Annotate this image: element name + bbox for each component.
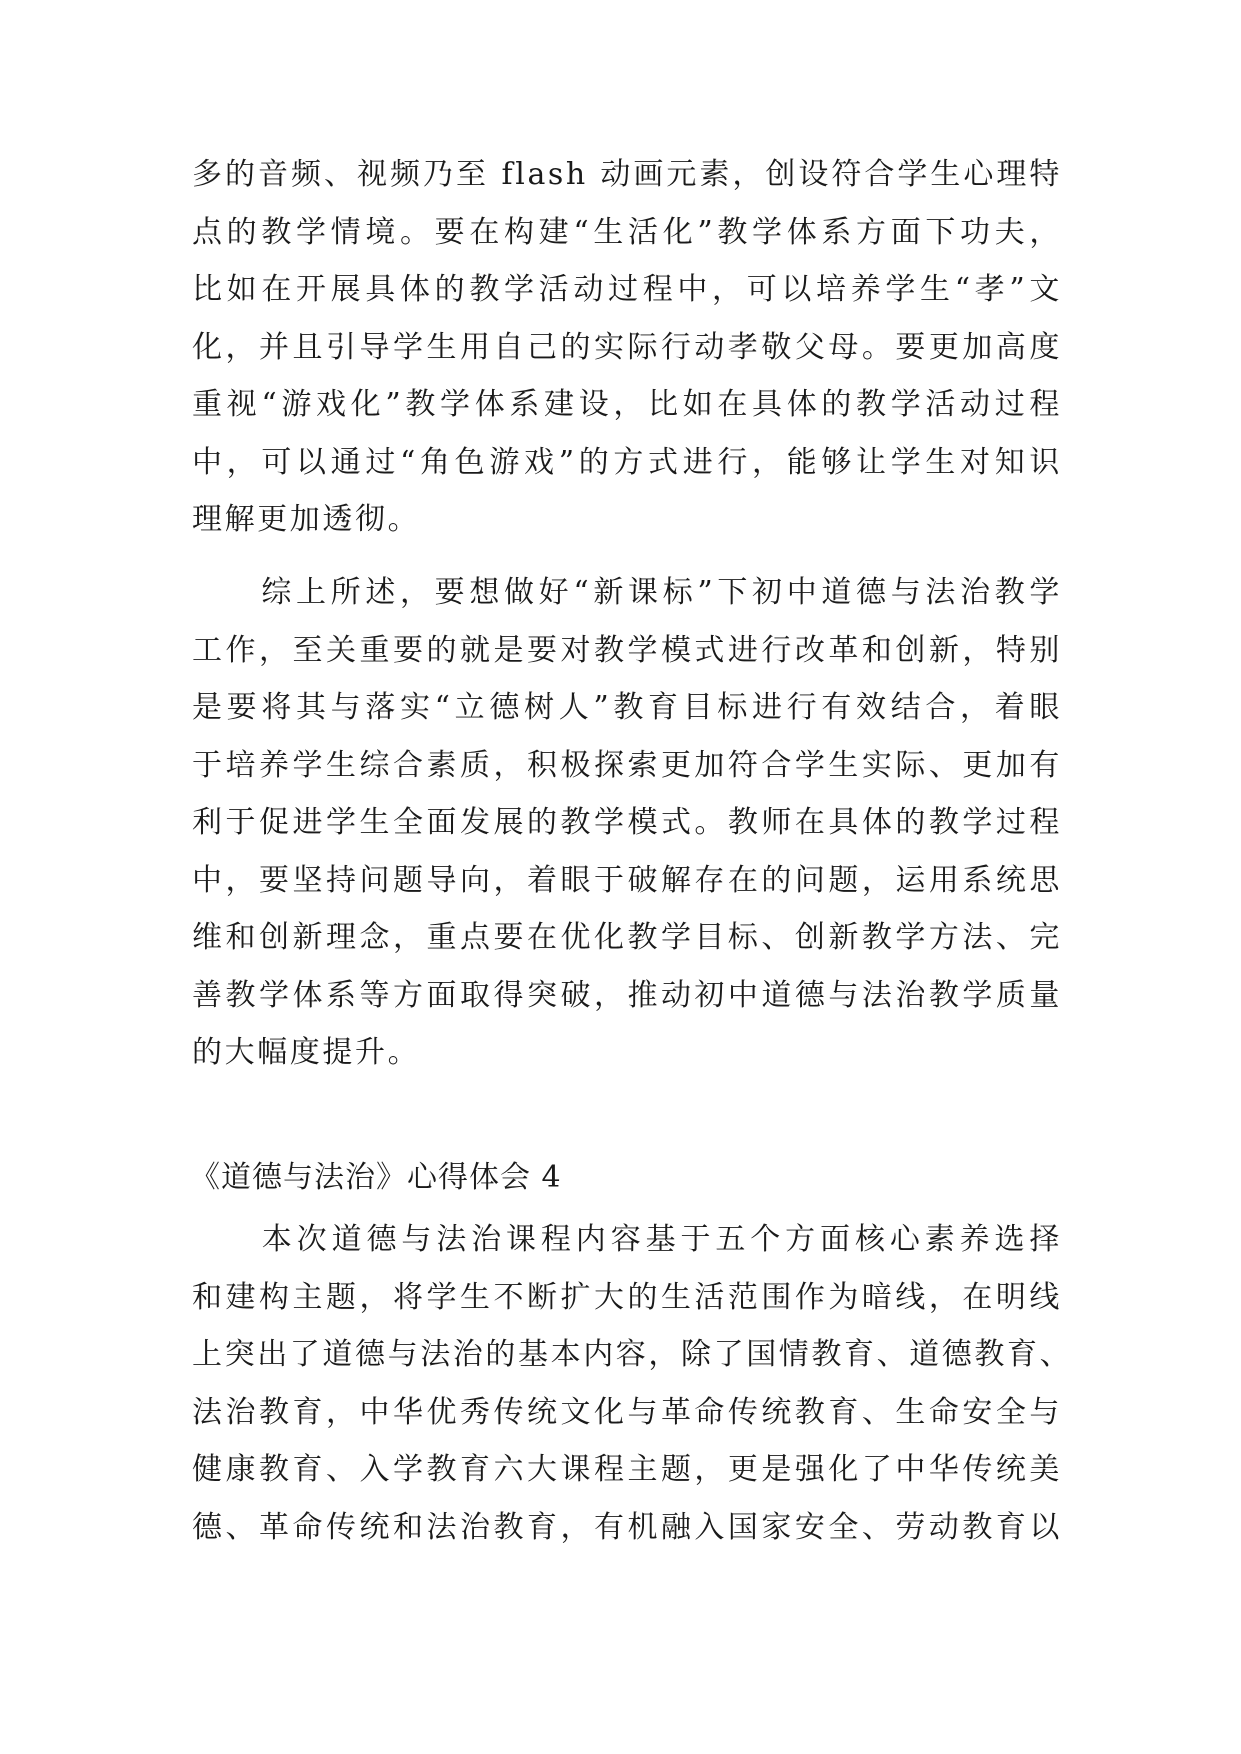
paragraph-line: 比如在开展具体的教学活动过程中，可以培养学生“孝”文 — [192, 272, 1062, 307]
paragraph-line: 德、革命传统和法治教育，有机融入国家安全、劳动教育以 — [192, 1509, 1062, 1545]
paragraph-line: 于培养学生综合素质，积极探索更加符合学生实际、更加有 — [192, 747, 1062, 783]
paragraph-line: 是要将其与落实“立德树人”教育目标进行有效结合，着眼 — [192, 690, 1062, 725]
paragraph-line: 的大幅度提升。 — [192, 1035, 421, 1070]
paragraph-line: 维和创新理念，重点要在优化教学目标、创新教学方法、完 — [192, 920, 1062, 955]
section-heading: 《道德与法治》心得体会 4 — [190, 1160, 562, 1195]
paragraph-line: 和建构主题，将学生不断扩大的生活范围作为暗线，在明线 — [192, 1279, 1062, 1315]
paragraph-line: 中，可以通过“角色游戏”的方式进行，能够让学生对知识 — [192, 444, 1062, 480]
paragraph-line: 善教学体系等方面取得突破，推动初中道德与法治教学质量 — [192, 977, 1062, 1013]
paragraph-line: 本次道德与法治课程内容基于五个方面核心素养选择 — [192, 1222, 1062, 1257]
paragraph-line: 化，并且引导学生用自己的实际行动孝敬父母。要更加高度 — [192, 329, 1062, 365]
paragraph-line: 理解更加透彻。 — [192, 502, 421, 537]
paragraph-3 — [192, 1211, 1073, 1556]
paragraph-line: 上突出了道德与法治的基本内容，除了国情教育、道德教育、 — [192, 1337, 1073, 1372]
paragraph-line: 点的教学情境。要在构建“生活化”教学体系方面下功夫， — [192, 214, 1062, 250]
paragraph-line: 法治教育，中华优秀传统文化与革命传统教育、生命安全与 — [192, 1394, 1062, 1430]
paragraph-1 — [192, 146, 1062, 549]
paragraph-2 — [192, 564, 1062, 1082]
paragraph-line: 中，要坚持问题导向，着眼于破解存在的问题，运用系统思 — [192, 862, 1062, 898]
paragraph-line: 多的音频、视频乃至 flash 动画元素，创设符合学生心理特 — [192, 157, 1062, 192]
paragraph-line: 健康教育、入学教育六大课程主题，更是强化了中华传统美 — [192, 1452, 1062, 1487]
paragraph-line: 利于促进学生全面发展的教学模式。教师在具体的教学过程 — [192, 805, 1062, 840]
paragraph-line: 综上所述，要想做好“新课标”下初中道德与法治教学 — [192, 575, 1062, 610]
paragraph-line: 工作，至关重要的就是要对教学模式进行改革和创新，特别 — [192, 632, 1062, 668]
paragraph-line: 重视“游戏化”教学体系建设，比如在具体的教学活动过程 — [192, 387, 1062, 422]
